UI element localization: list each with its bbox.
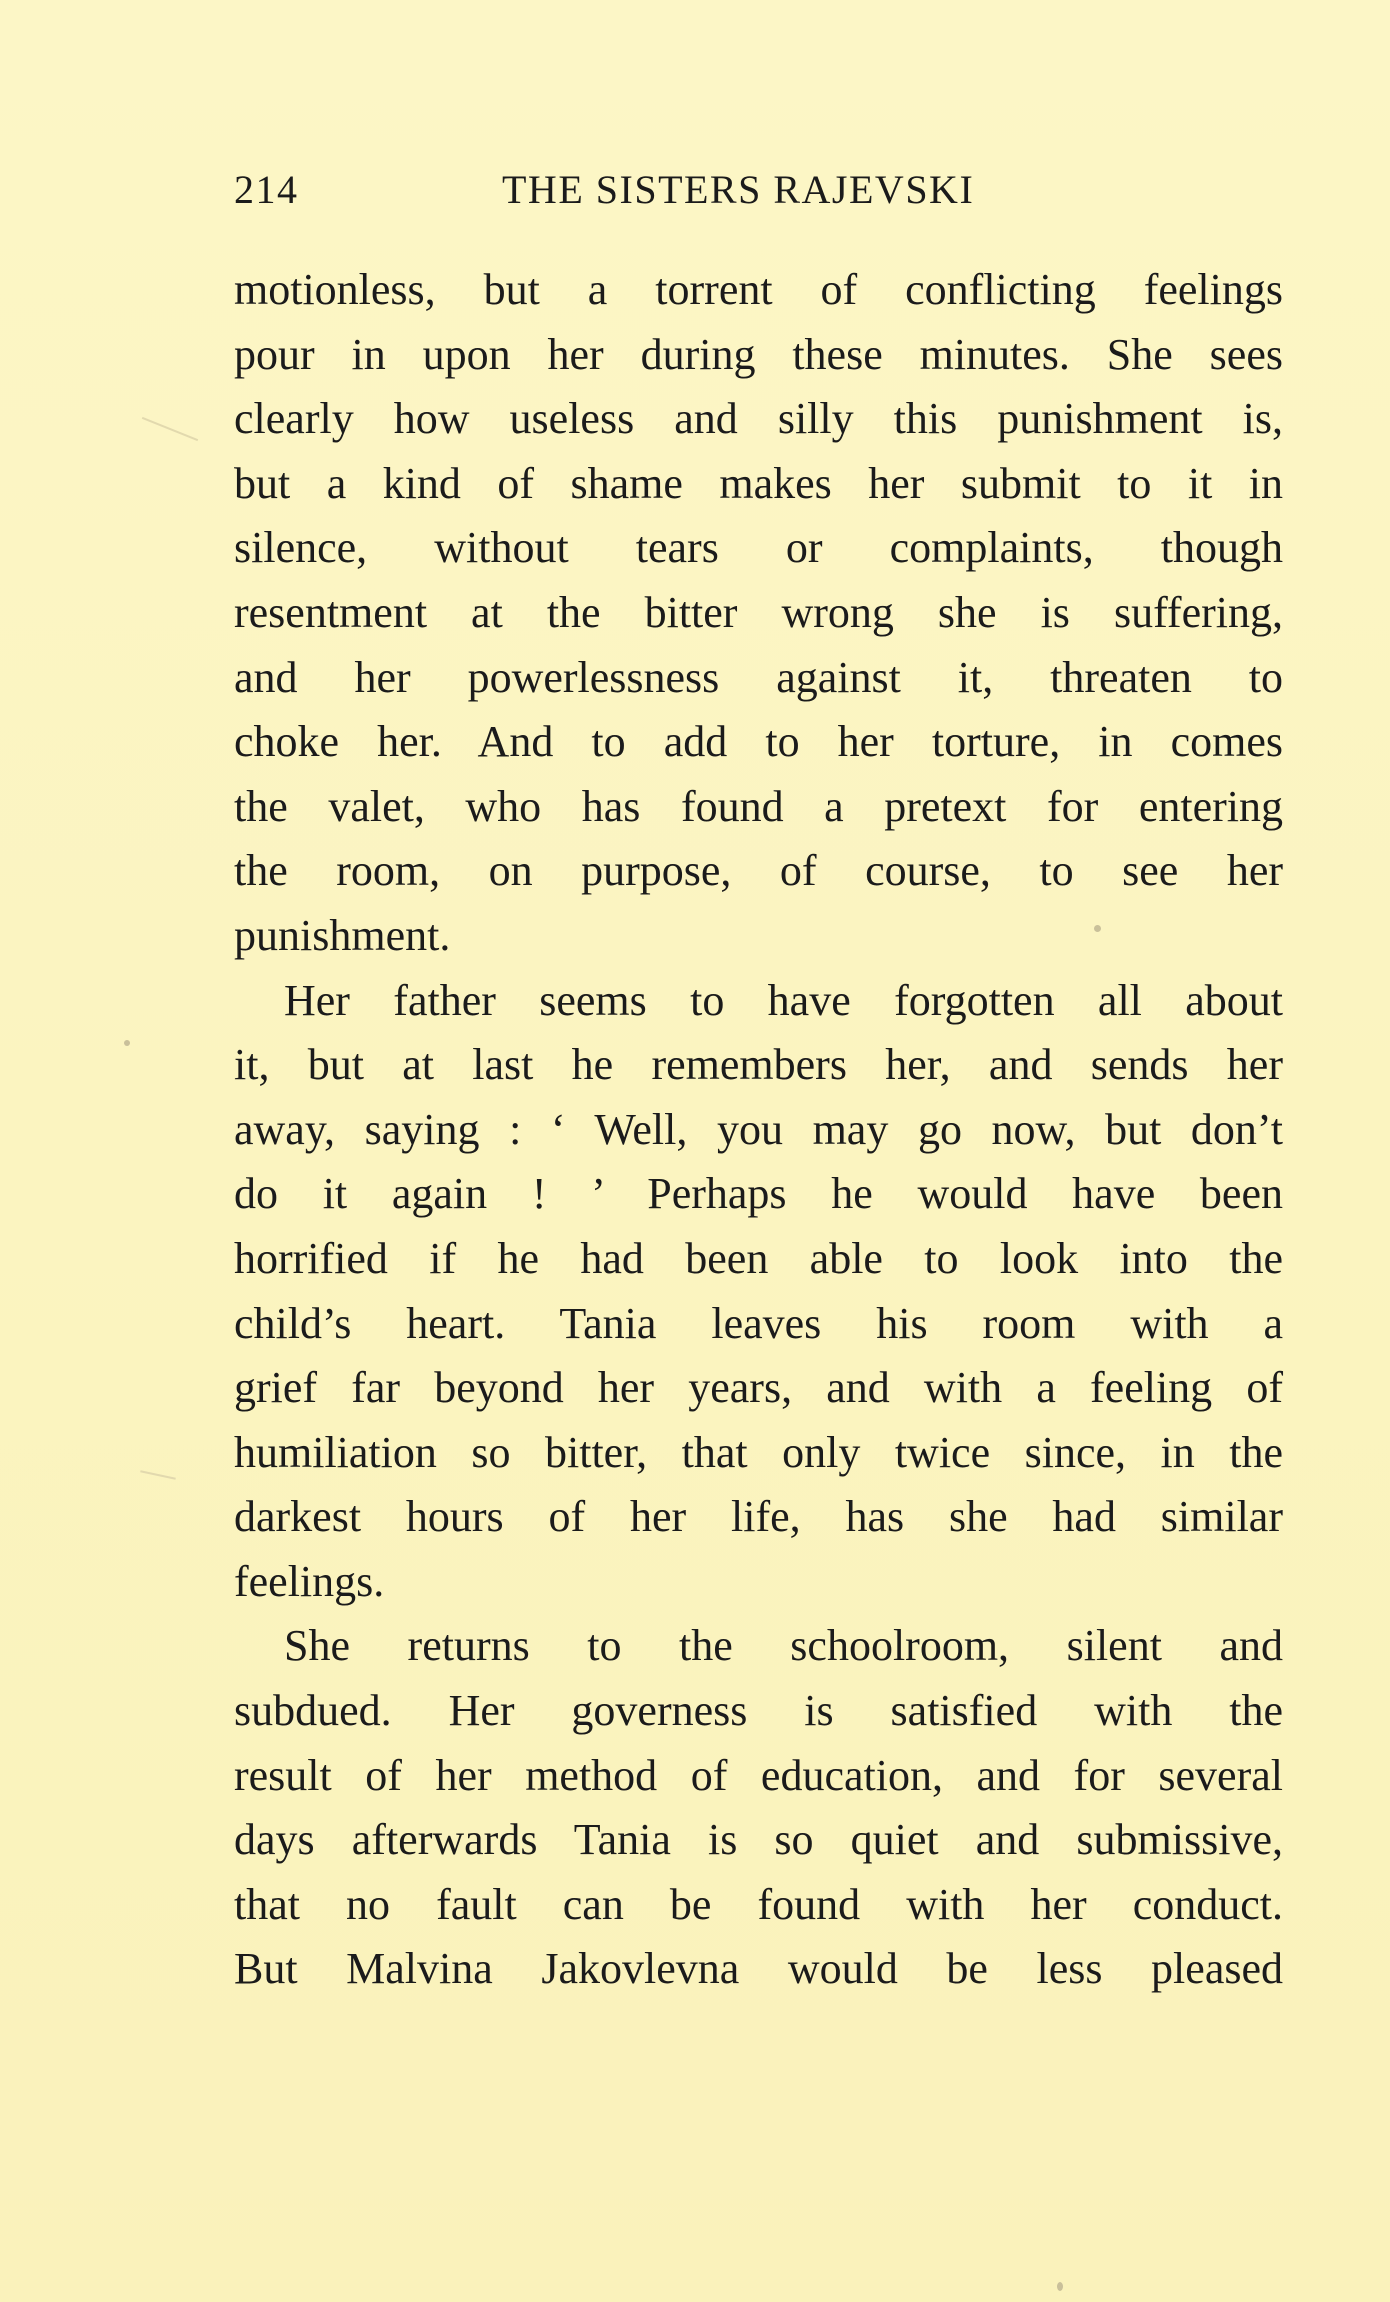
text-line: that no fault can be found with her conduct. bbox=[234, 1879, 1283, 1929]
text-line: result of her method of education, and for several bbox=[234, 1750, 1283, 1800]
paper-speck bbox=[1094, 925, 1101, 932]
paper-speck bbox=[1057, 2282, 1063, 2291]
text-line: Her father seems to have forgotten all about bbox=[284, 975, 1283, 1025]
text-line: clearly how useless and silly this punishment is, bbox=[234, 394, 1283, 444]
text-line: days afterwards Tania is so quiet and submissive, bbox=[234, 1815, 1283, 1865]
text-line: She returns to the schoolroom, silent and bbox=[284, 1621, 1283, 1671]
text-line: and her powerlessness against it, threaten to bbox=[234, 652, 1283, 702]
text-line: the valet, who has found a pretext for entering bbox=[234, 781, 1283, 831]
text-line: pour in upon her during these minutes. She sees bbox=[234, 329, 1283, 379]
page-number: 214 bbox=[234, 167, 299, 212]
text-line: silence, without tears or complaints, though bbox=[234, 523, 1283, 573]
text-line: humiliation so bitter, that only twice since, in the bbox=[234, 1427, 1283, 1477]
paper-speck bbox=[124, 1040, 130, 1046]
text-line: feelings. bbox=[234, 1556, 385, 1606]
text-line: But Malvina Jakovlevna would be less pleased bbox=[234, 1944, 1283, 1994]
text-line: child’s heart. Tania leaves his room with a bbox=[234, 1298, 1283, 1348]
text-line: darkest hours of her life, has she had similar bbox=[234, 1492, 1283, 1542]
text-line: grief far beyond her years, and with a feeling of bbox=[234, 1363, 1283, 1413]
text-line: resentment at the bitter wrong she is suffering, bbox=[234, 587, 1283, 637]
page-edge-mark bbox=[142, 417, 198, 441]
running-title: THE SISTERS RAJEVSKI bbox=[502, 167, 975, 212]
text-line: it, but at last he remembers her, and sends her bbox=[234, 1040, 1283, 1090]
body-text bbox=[234, 258, 1283, 2002]
text-line: punishment. bbox=[234, 910, 451, 960]
text-line: away, saying : ‘ Well, you may go now, but don’t bbox=[234, 1104, 1283, 1154]
text-line: the room, on purpose, of course, to see her bbox=[234, 846, 1283, 896]
text-line: but a kind of shame makes her submit to it in bbox=[234, 458, 1283, 508]
page-header bbox=[234, 166, 1019, 222]
text-line: horrified if he had been able to look into the bbox=[234, 1233, 1283, 1283]
page-edge-mark bbox=[140, 1470, 176, 1479]
text-line: choke her. And to add to her torture, in comes bbox=[234, 717, 1283, 767]
text-line: do it again ! ’ Perhaps he would have been bbox=[234, 1169, 1283, 1219]
text-line: subdued. Her governess is satisfied with the bbox=[234, 1686, 1283, 1736]
text-line: motionless, but a torrent of conflicting feelings bbox=[234, 265, 1283, 314]
